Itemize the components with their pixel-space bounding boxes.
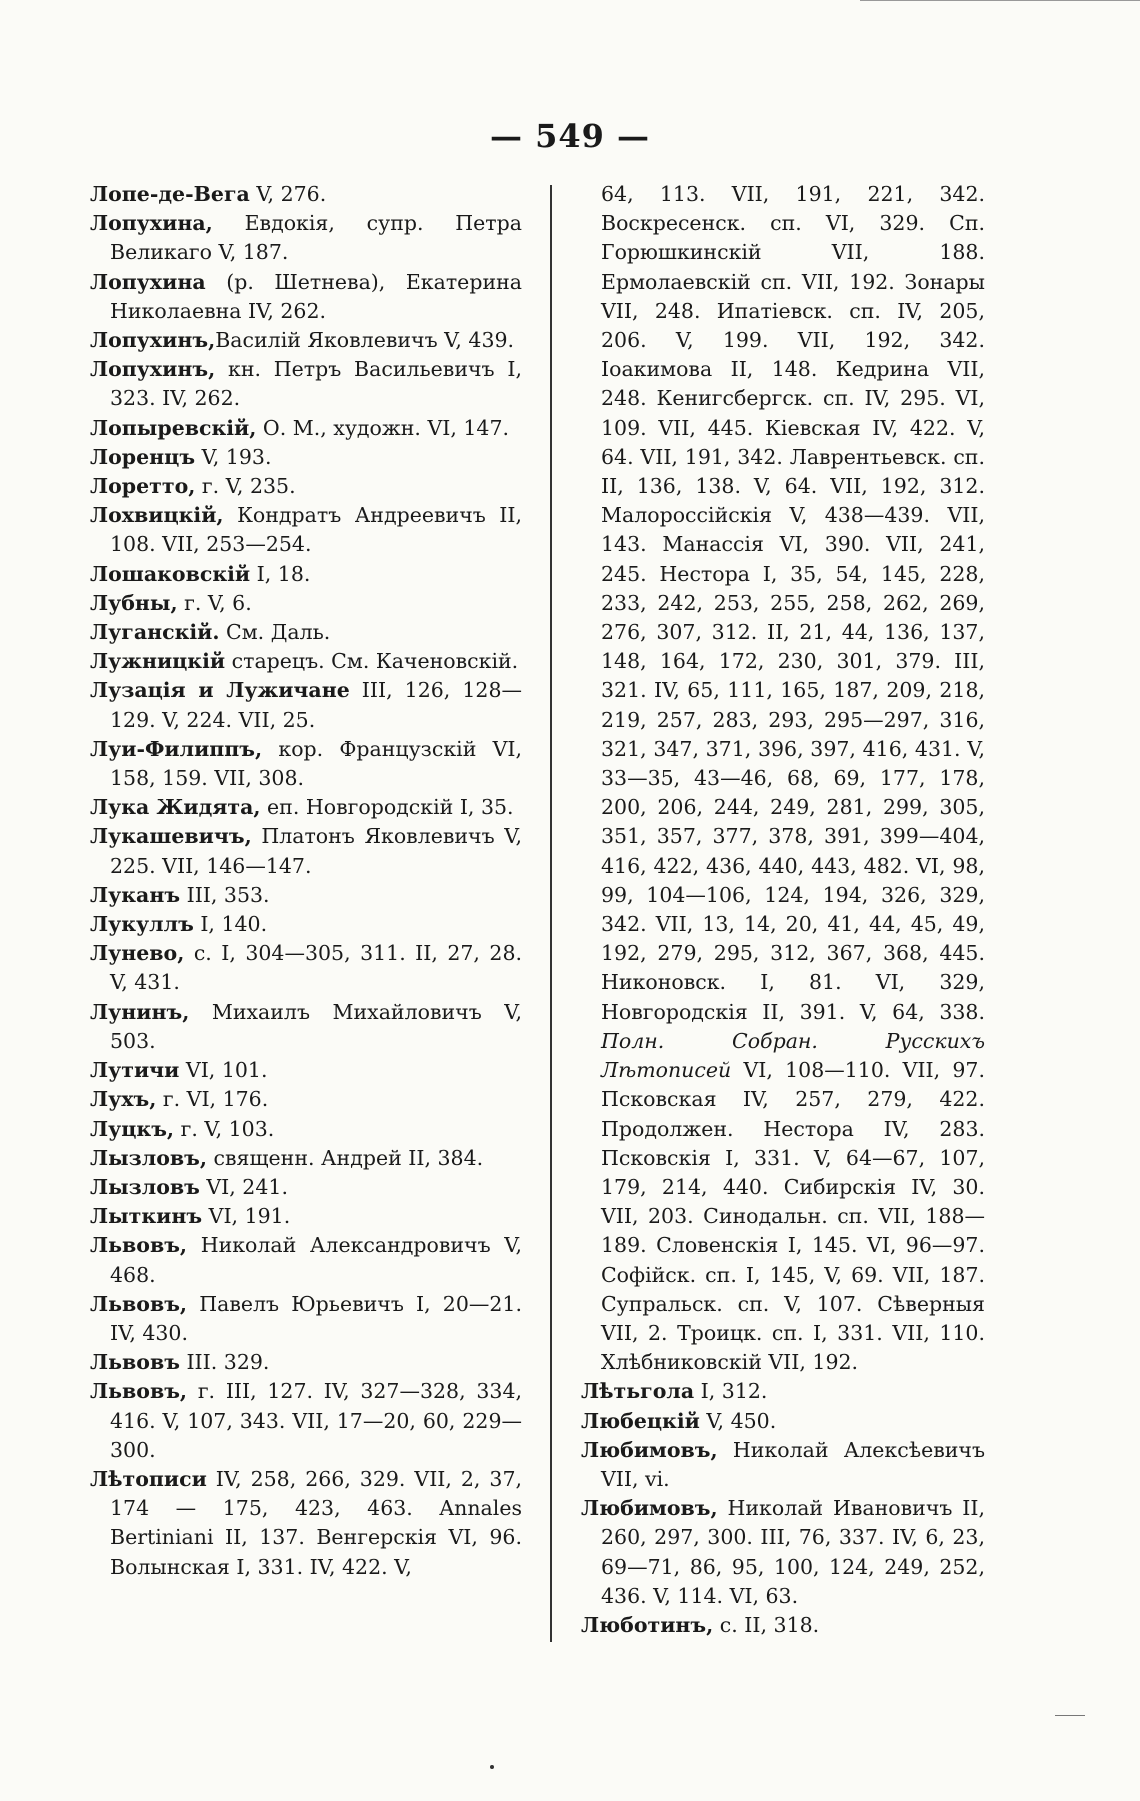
entry-text: г. III, 127. IV, 327—328, 334, 416. V, 107, 343. VII, 17—20, 60, 229—300.	[110, 1379, 522, 1462]
index-entry	[90, 472, 522, 501]
top-edge-rule	[860, 0, 1140, 1]
entry-head: Лутичи	[90, 1058, 180, 1083]
entry-text: I, 312.	[694, 1379, 768, 1404]
entry-head: Лошаковскій	[90, 561, 251, 586]
index-entry	[90, 793, 522, 822]
entry-text: (р. Шетнева), Екатерина Николаевна IV, 262.	[110, 269, 522, 323]
entry-head: Лукашевичъ,	[90, 824, 252, 849]
continuation-text: 64, 113. VII, 191, 221, 342. Воскресенск. сп. VI, 329. Сп. Горюшкинскій VII, 188. Ермолаевскій сп. VII, 192. Зонары VII, 248. Ипатіевск. сп. IV, 205, 206. V, 199. VII, 192, 342. Іоакимова II, 148. Кедрина VII, 248. Кенигсбергск. сп. IV, 295. VI, 109. VII, 445. Кіевская IV, 422. V, 64. VII, 191, 342. Лаврентьевск. сп. II, 136, 138. V, 64. VII, 192, 312. Малороссійскія V, 438—439. VII, 143. Манассія VI, 390. VII, 241, 245. Нестора I, 35, 54, 145, 228, 233, 242, 253, 255, 258, 262, 269, 276, 307, 312. II, 21, 44, 136, 137, 148, 164, 172, 230, 301, 379. III, 321. IV, 65, 111, 165, 187, 209, 218, 219, 257, 283, 293, 295—297, 316, 321, 347, 371, 396, 397, 416, 431. V, 33—35, 43—46, 68, 69, 177, 178, 200, 206, 244, 249, 281, 299, 305, 351, 357, 377, 378, 391, 399—404, 416, 422, 436, 440, 443, 482. VI, 98, 99, 104—106, 124, 194, 326, 329, 342. VII, 13, 14, 20, 41, 44, 45, 49, 192, 279, 295, 312, 367, 368, 445. Никоновск. I, 81. VI, 329, Новгородскія II, 391. V, 64, 338.	[601, 182, 985, 1024]
entry-text: Николай Ивановичъ II, 260, 297, 300. III, 76, 337. IV, 6, 23, 69—71, 86, 95, 100, 124, 249, 252, 436. V, 114. VI, 63.	[601, 1496, 985, 1608]
entry-text: старецъ. См. Каченовскій.	[225, 649, 519, 674]
entry-text: Николай Александровичъ V, 468.	[110, 1233, 522, 1287]
entry-head: Луканъ	[90, 882, 181, 907]
entry-text: кн. Петръ Васильевичъ I, 323. IV, 262.	[110, 357, 522, 411]
index-entry	[90, 618, 522, 647]
index-entry	[581, 1494, 985, 1611]
index-entry	[90, 910, 522, 939]
index-entry	[90, 1377, 522, 1465]
entry-head: Луганскій.	[90, 620, 220, 645]
entry-head: Луцкъ,	[90, 1116, 175, 1141]
entry-head: Люботинъ,	[581, 1612, 714, 1637]
entry-text: Платонъ Яковлевичъ V, 225. VII, 146—147.	[110, 824, 522, 878]
index-entry	[90, 1231, 522, 1289]
entry-text: V, 193.	[195, 444, 272, 469]
index-entry	[90, 589, 522, 618]
entry-text: V, 276.	[249, 182, 327, 206]
index-entry	[90, 1348, 522, 1377]
entry-head: Лопухинъ,	[90, 357, 216, 382]
entry-text: I, 140.	[193, 912, 268, 937]
entry-head: Любимовъ,	[581, 1496, 718, 1521]
index-entry	[90, 326, 522, 355]
index-entry	[581, 1611, 985, 1640]
ink-dot-mark	[490, 1765, 494, 1769]
entry-head: Львовъ	[90, 1350, 180, 1375]
entry-text: Павелъ Юрьевичъ I, 20—21. IV, 430.	[110, 1291, 522, 1345]
entry-continuation	[581, 180, 985, 1377]
entry-text: III. 329.	[179, 1350, 270, 1375]
index-entry	[90, 501, 522, 559]
entry-head: Лѣтописи	[90, 1466, 207, 1491]
entry-text: Кондратъ Андреевичъ II, 108. VII, 253—254.	[110, 503, 522, 557]
entry-text: I, 18.	[250, 561, 311, 586]
entry-head: Львовъ,	[90, 1291, 188, 1316]
entry-text: Евдокія, супр. Петра Великаго V, 187.	[110, 211, 522, 265]
entry-text: с. I, 304—305, 311. II, 27, 28. V, 431.	[110, 941, 522, 995]
entry-text: III, 353.	[180, 882, 270, 907]
entry-text: О. М., художн. VI, 147.	[256, 415, 510, 440]
entry-text: еп. Новгородскій I, 35.	[260, 795, 514, 820]
index-entry	[90, 209, 522, 267]
entry-head: Львовъ,	[90, 1379, 188, 1404]
index-entry	[90, 560, 522, 589]
index-entry	[581, 1436, 985, 1494]
index-entry	[90, 1465, 522, 1582]
entry-text: г. VI, 176.	[156, 1087, 269, 1112]
entry-text: Василій Яковлевичъ V, 439.	[215, 328, 515, 353]
entry-head: Луи-Филиппъ,	[90, 736, 263, 761]
entry-head: Лопе-де-Вега	[90, 182, 250, 206]
entry-head: Лузація и Лужичане	[90, 678, 350, 703]
entry-head: Лопухина,	[90, 211, 213, 236]
entry-head: Лухъ,	[90, 1087, 157, 1112]
entry-head: Лѣтьгола	[581, 1379, 695, 1404]
entry-text: VI, 101.	[179, 1058, 268, 1083]
entry-text: кор. Французскій VI, 158, 159. VII, 308.	[110, 736, 522, 791]
entry-text: III, 126, 128—129. V, 224. VII, 25.	[110, 678, 522, 732]
entry-text: См. Даль.	[219, 620, 331, 645]
entry-head: Лызловъ	[90, 1174, 200, 1199]
index-entry	[90, 939, 522, 997]
entry-text: VI, 191.	[202, 1204, 291, 1229]
entry-head: Лыткинъ	[90, 1204, 203, 1229]
italic-title: Полн. Собран. Русскихъ Лѣтописей	[601, 1028, 985, 1083]
index-entry	[90, 998, 522, 1056]
continuation-text: Продолжен. Нестора IV, 283. Псковскія I, 331. V, 64—67, 107, 179, 214, 440. Сибирскія IV, 30. VII, 203. Синодальн. сп. VII, 188—189. Словенскія I, 145. VI, 96—97. Софійск. сп. I, 145, V, 69. VII, 187. Супральск. сп. V, 107. Сѣверныя VII, 2. Троицк. сп. I, 331. VII, 110. Хлѣбниковскій VII, 192.	[601, 1116, 985, 1375]
index-entry	[90, 647, 522, 676]
right-column	[581, 180, 985, 1640]
entry-head: Лопыревскій,	[90, 415, 257, 440]
entry-head: Лопухина	[90, 269, 206, 294]
index-entry	[90, 1290, 522, 1348]
entry-head: Лызловъ,	[90, 1145, 207, 1170]
index-entry	[90, 1085, 522, 1114]
entry-text: священн. Андрей II, 384.	[207, 1145, 484, 1170]
entry-head: Лука Жидята,	[90, 795, 261, 820]
index-entry	[90, 355, 522, 413]
entry-head: Любимовъ,	[581, 1437, 718, 1462]
entry-text: г. V, 235.	[195, 474, 296, 499]
entry-head: Лунево,	[90, 941, 185, 966]
continuation-text: VI, 108—110. VII, 97. Псковская IV, 257, 279, 422.	[601, 1058, 985, 1112]
entry-text: с. II, 318.	[713, 1612, 820, 1637]
index-entry	[90, 1056, 522, 1085]
index-entry	[90, 180, 522, 209]
entry-head: Лужницкій	[90, 649, 226, 674]
entry-head: Лоретто,	[90, 474, 196, 499]
entry-head: Лунинъ,	[90, 999, 190, 1024]
entry-head: Лопухинъ,	[90, 328, 216, 353]
left-column	[90, 180, 522, 1582]
entry-head: Лукуллъ	[90, 912, 194, 937]
column-divider	[550, 185, 552, 1642]
entry-head: Львовъ,	[90, 1233, 188, 1258]
entry-text: VI, 241.	[199, 1174, 288, 1199]
index-entry	[90, 443, 522, 472]
index-entry	[90, 822, 522, 880]
index-entry	[90, 881, 522, 910]
entry-text: Михаилъ Михайловичъ V, 503.	[110, 999, 522, 1053]
index-entry	[90, 1202, 522, 1231]
page-number: — 549 —	[489, 117, 651, 155]
index-entry	[90, 414, 522, 443]
entry-text: IV, 258, 266, 329. VII, 2, 37, 174 — 175, 423, 463. Annales Bertiniani II, 137. Венгерскія VI, 96. Волынская I, 331. IV, 422. V,	[110, 1466, 522, 1579]
entry-head: Лохвицкій,	[90, 503, 224, 528]
entry-head: Лубны,	[90, 590, 178, 615]
entry-text: г. V, 103.	[174, 1116, 275, 1141]
index-entry	[581, 1407, 985, 1436]
entry-text: г. V, 6.	[177, 590, 252, 615]
index-entry	[90, 676, 522, 734]
index-entry	[581, 1377, 985, 1406]
index-entry	[90, 1173, 522, 1202]
index-entry	[90, 1144, 522, 1173]
index-entry	[90, 1115, 522, 1144]
entry-head: Лоренцъ	[90, 444, 196, 469]
index-entry	[90, 735, 522, 793]
entry-text: Николай Алексѣевичъ VII, vi.	[601, 1437, 985, 1491]
index-entry	[90, 268, 522, 326]
entry-head: Любецкій	[581, 1408, 700, 1433]
bottom-dash-mark	[1055, 1715, 1085, 1716]
entry-text: V, 450.	[699, 1408, 777, 1433]
